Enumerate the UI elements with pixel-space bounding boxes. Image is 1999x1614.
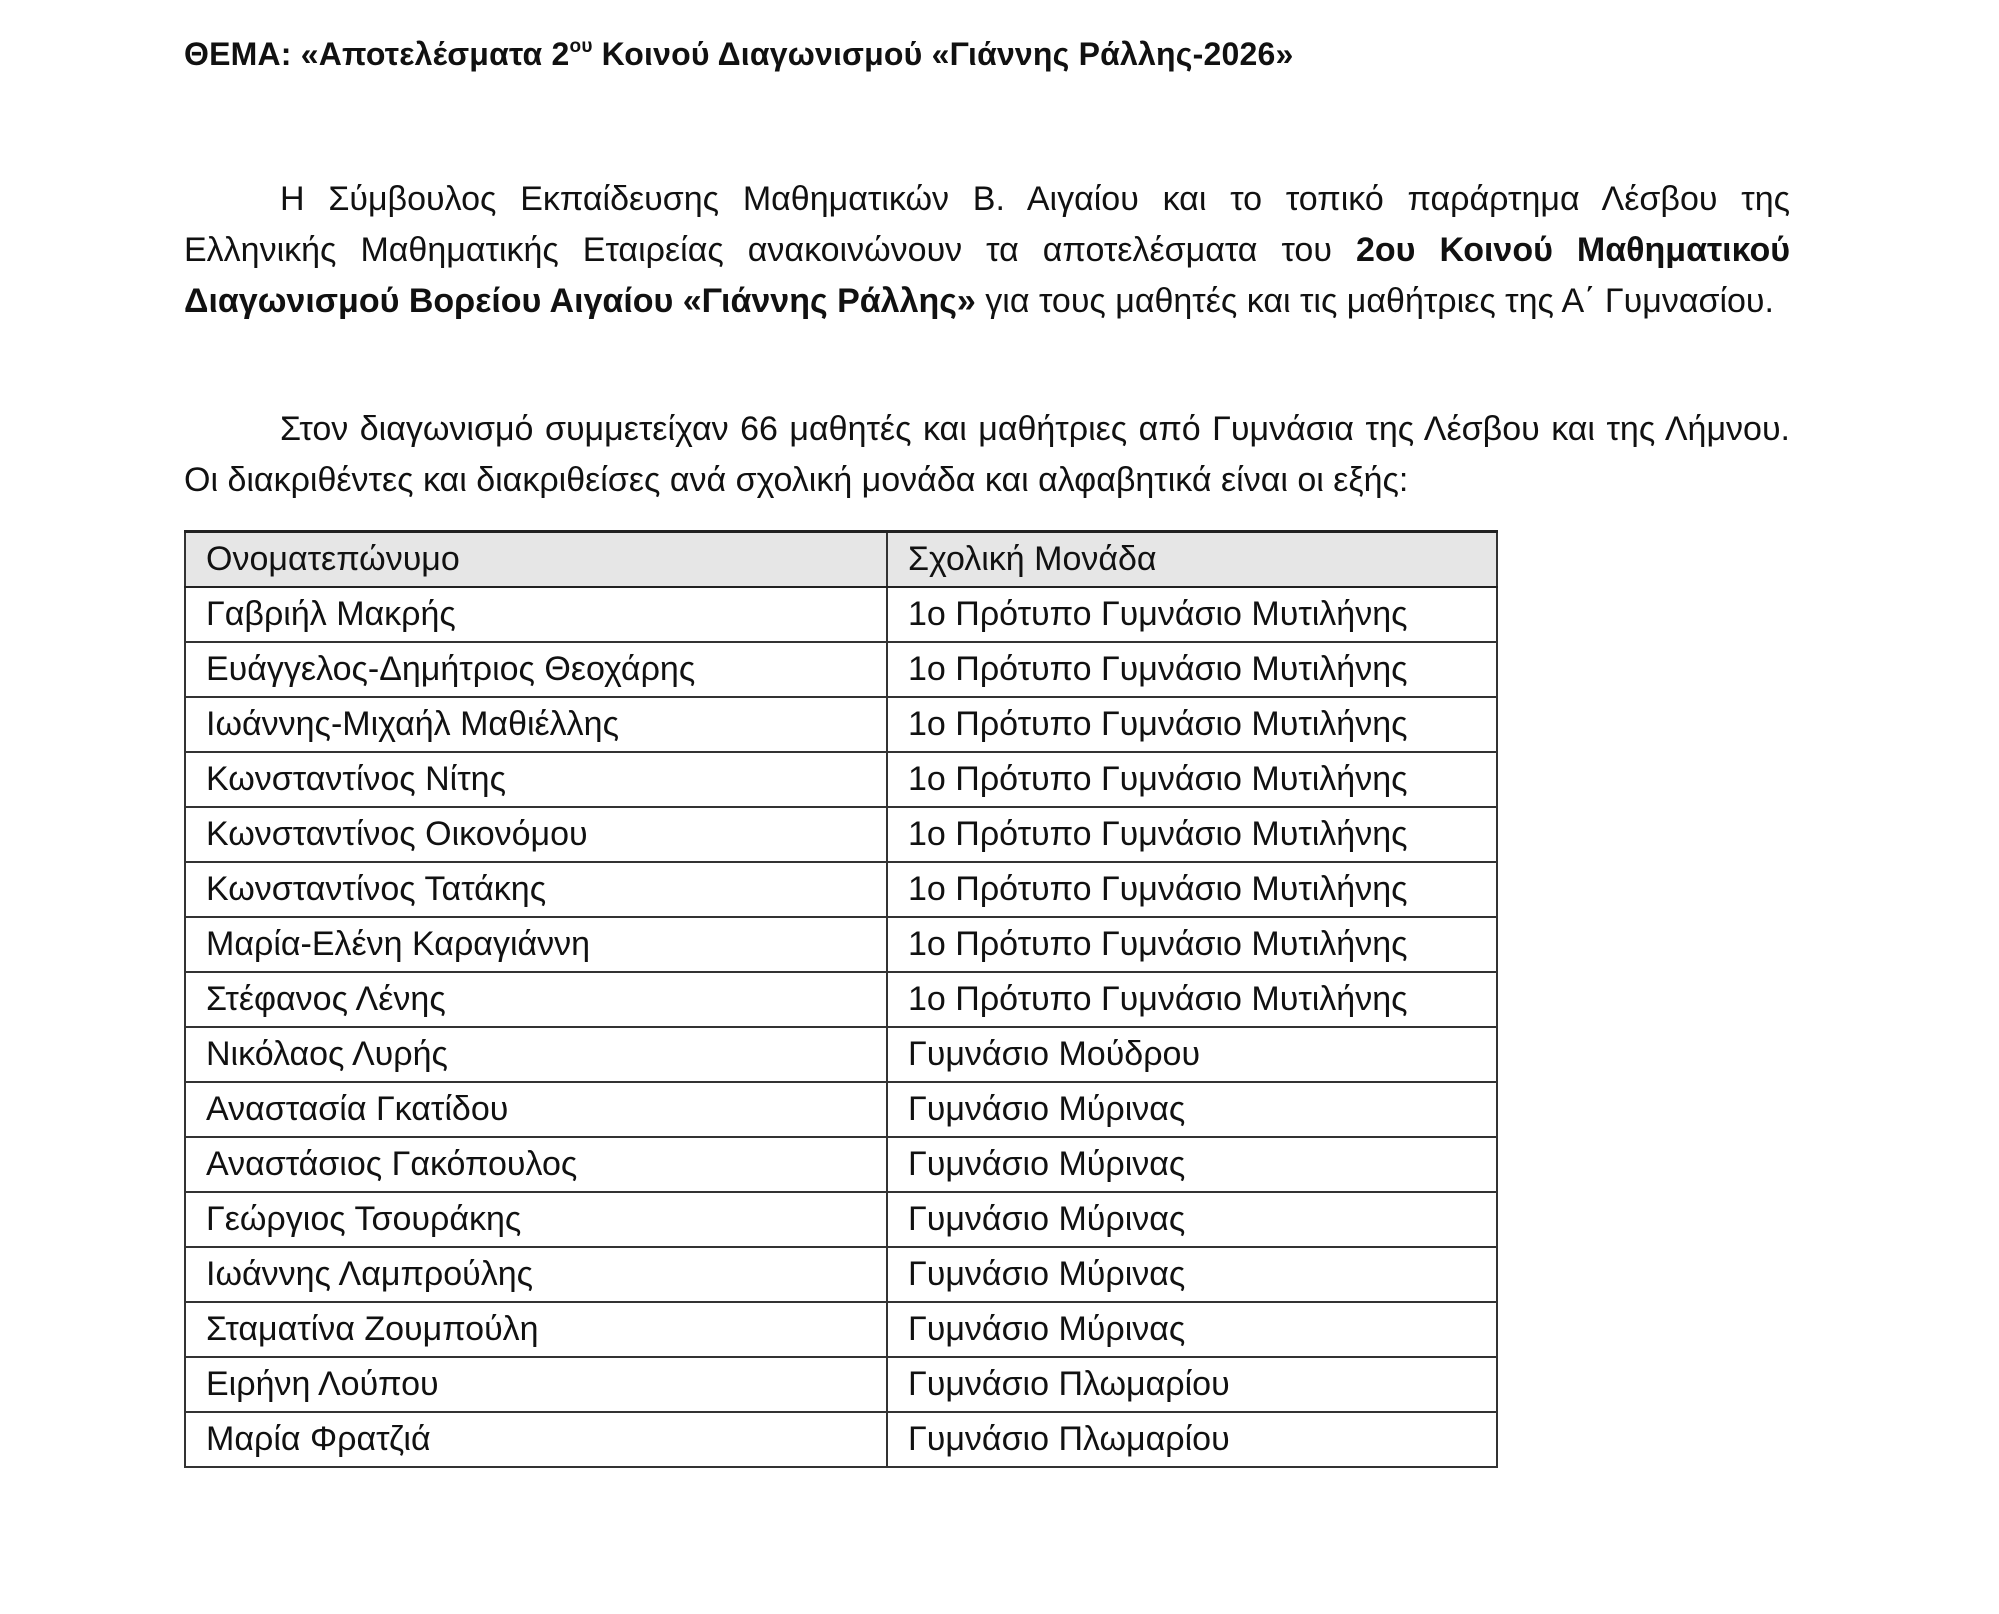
results-table xyxy=(184,530,1498,1468)
school-name: 1ο Πρότυπο Γυμνάσιο Μυτιλήνης xyxy=(887,917,1497,972)
school-name: 1ο Πρότυπο Γυμνάσιο Μυτιλήνης xyxy=(887,587,1497,642)
table-row xyxy=(185,862,1497,917)
school-name: 1ο Πρότυπο Γυμνάσιο Μυτιλήνης xyxy=(887,862,1497,917)
table-row xyxy=(185,752,1497,807)
table-row xyxy=(185,1137,1497,1192)
table-row xyxy=(185,1412,1497,1467)
table-row xyxy=(185,1302,1497,1357)
school-name: Γυμνάσιο Μύρινας xyxy=(887,1137,1497,1192)
student-name: Ευάγγελος-Δημήτριος Θεοχάρης xyxy=(185,642,887,697)
table-row xyxy=(185,1027,1497,1082)
intro-text-part1: Η Σύμβουλος Εκπαίδευσης Μαθηματικών Β. Αιγαίου και το τοπικό παράρτημα Λέσβου της Ελληνικής Μαθηματικής Εταιρείας ανακοινώνουν τα αποτελέσματα του xyxy=(184,180,1790,269)
student-name: Γεώργιος Τσουράκης xyxy=(185,1192,887,1247)
student-name: Στέφανος Λένης xyxy=(185,972,887,1027)
subject-superscript: ου xyxy=(569,36,593,57)
school-name: Γυμνάσιο Μύρινας xyxy=(887,1247,1497,1302)
table-header-row xyxy=(185,532,1497,588)
table-row xyxy=(185,587,1497,642)
school-name: 1ο Πρότυπο Γυμνάσιο Μυτιλήνης xyxy=(887,642,1497,697)
school-name: Γυμνάσιο Μύρινας xyxy=(887,1302,1497,1357)
school-name: 1ο Πρότυπο Γυμνάσιο Μυτιλήνης xyxy=(887,697,1497,752)
school-name: Γυμνάσιο Πλωμαρίου xyxy=(887,1357,1497,1412)
intro-paragraph xyxy=(184,174,1790,327)
table-row xyxy=(185,917,1497,972)
student-name: Ιωάννης-Μιχαήλ Μαθιέλλης xyxy=(185,697,887,752)
student-name: Αναστάσιος Γακόπουλος xyxy=(185,1137,887,1192)
student-name: Γαβριήλ Μακρής xyxy=(185,587,887,642)
table-row xyxy=(185,1192,1497,1247)
intro-text-part2: για τους μαθητές και τις μαθήτριες της Α΄ Γυμνασίου. xyxy=(975,282,1774,320)
school-name: Γυμνάσιο Πλωμαρίου xyxy=(887,1412,1497,1467)
subject-heading xyxy=(184,36,1293,73)
school-name: Γυμνάσιο Μύρινας xyxy=(887,1082,1497,1137)
table-row xyxy=(185,972,1497,1027)
student-name: Μαρία-Ελένη Καραγιάννη xyxy=(185,917,887,972)
student-name: Ιωάννης Λαμπρούλης xyxy=(185,1247,887,1302)
school-name: 1ο Πρότυπο Γυμνάσιο Μυτιλήνης xyxy=(887,972,1497,1027)
header-name: Ονοματεπώνυμο xyxy=(185,532,887,588)
student-name: Νικόλαος Λυρής xyxy=(185,1027,887,1082)
student-name: Κωνσταντίνος Οικονόμου xyxy=(185,807,887,862)
participation-paragraph xyxy=(184,404,1790,506)
student-name: Ειρήνη Λούπου xyxy=(185,1357,887,1412)
table-row xyxy=(185,697,1497,752)
competition-name: 2ου Κοινού Μαθηματικού Διαγωνισμού Βορείου Αιγαίου «Γιάννης Ράλλης» xyxy=(184,231,1790,320)
table-row xyxy=(185,1082,1497,1137)
student-name: Αναστασία Γκατίδου xyxy=(185,1082,887,1137)
subject-prefix: ΘΕΜΑ: «Αποτελέσματα 2 xyxy=(184,36,570,72)
subject-suffix: Κοινού Διαγωνισμού «Γιάννης Ράλλης-2026» xyxy=(592,36,1294,72)
table-row xyxy=(185,1247,1497,1302)
school-name: 1ο Πρότυπο Γυμνάσιο Μυτιλήνης xyxy=(887,807,1497,862)
table-row xyxy=(185,642,1497,697)
header-school: Σχολική Μονάδα xyxy=(887,532,1497,588)
student-name: Μαρία Φρατζιά xyxy=(185,1412,887,1467)
school-name: 1ο Πρότυπο Γυμνάσιο Μυτιλήνης xyxy=(887,752,1497,807)
school-name: Γυμνάσιο Μύρινας xyxy=(887,1192,1497,1247)
student-name: Κωνσταντίνος Τατάκης xyxy=(185,862,887,917)
student-name: Κωνσταντίνος Νίτης xyxy=(185,752,887,807)
table-row xyxy=(185,1357,1497,1412)
school-name: Γυμνάσιο Μούδρου xyxy=(887,1027,1497,1082)
table-row xyxy=(185,807,1497,862)
participation-text: Στον διαγωνισμό συμμετείχαν 66 μαθητές και μαθήτριες από Γυμνάσια της Λέσβου και της Λήμνου. Οι διακριθέντες και διακριθείσες ανά σχολική μονάδα και αλφαβητικά είναι οι εξής: xyxy=(184,410,1790,499)
student-name: Σταματίνα Ζουμπούλη xyxy=(185,1302,887,1357)
